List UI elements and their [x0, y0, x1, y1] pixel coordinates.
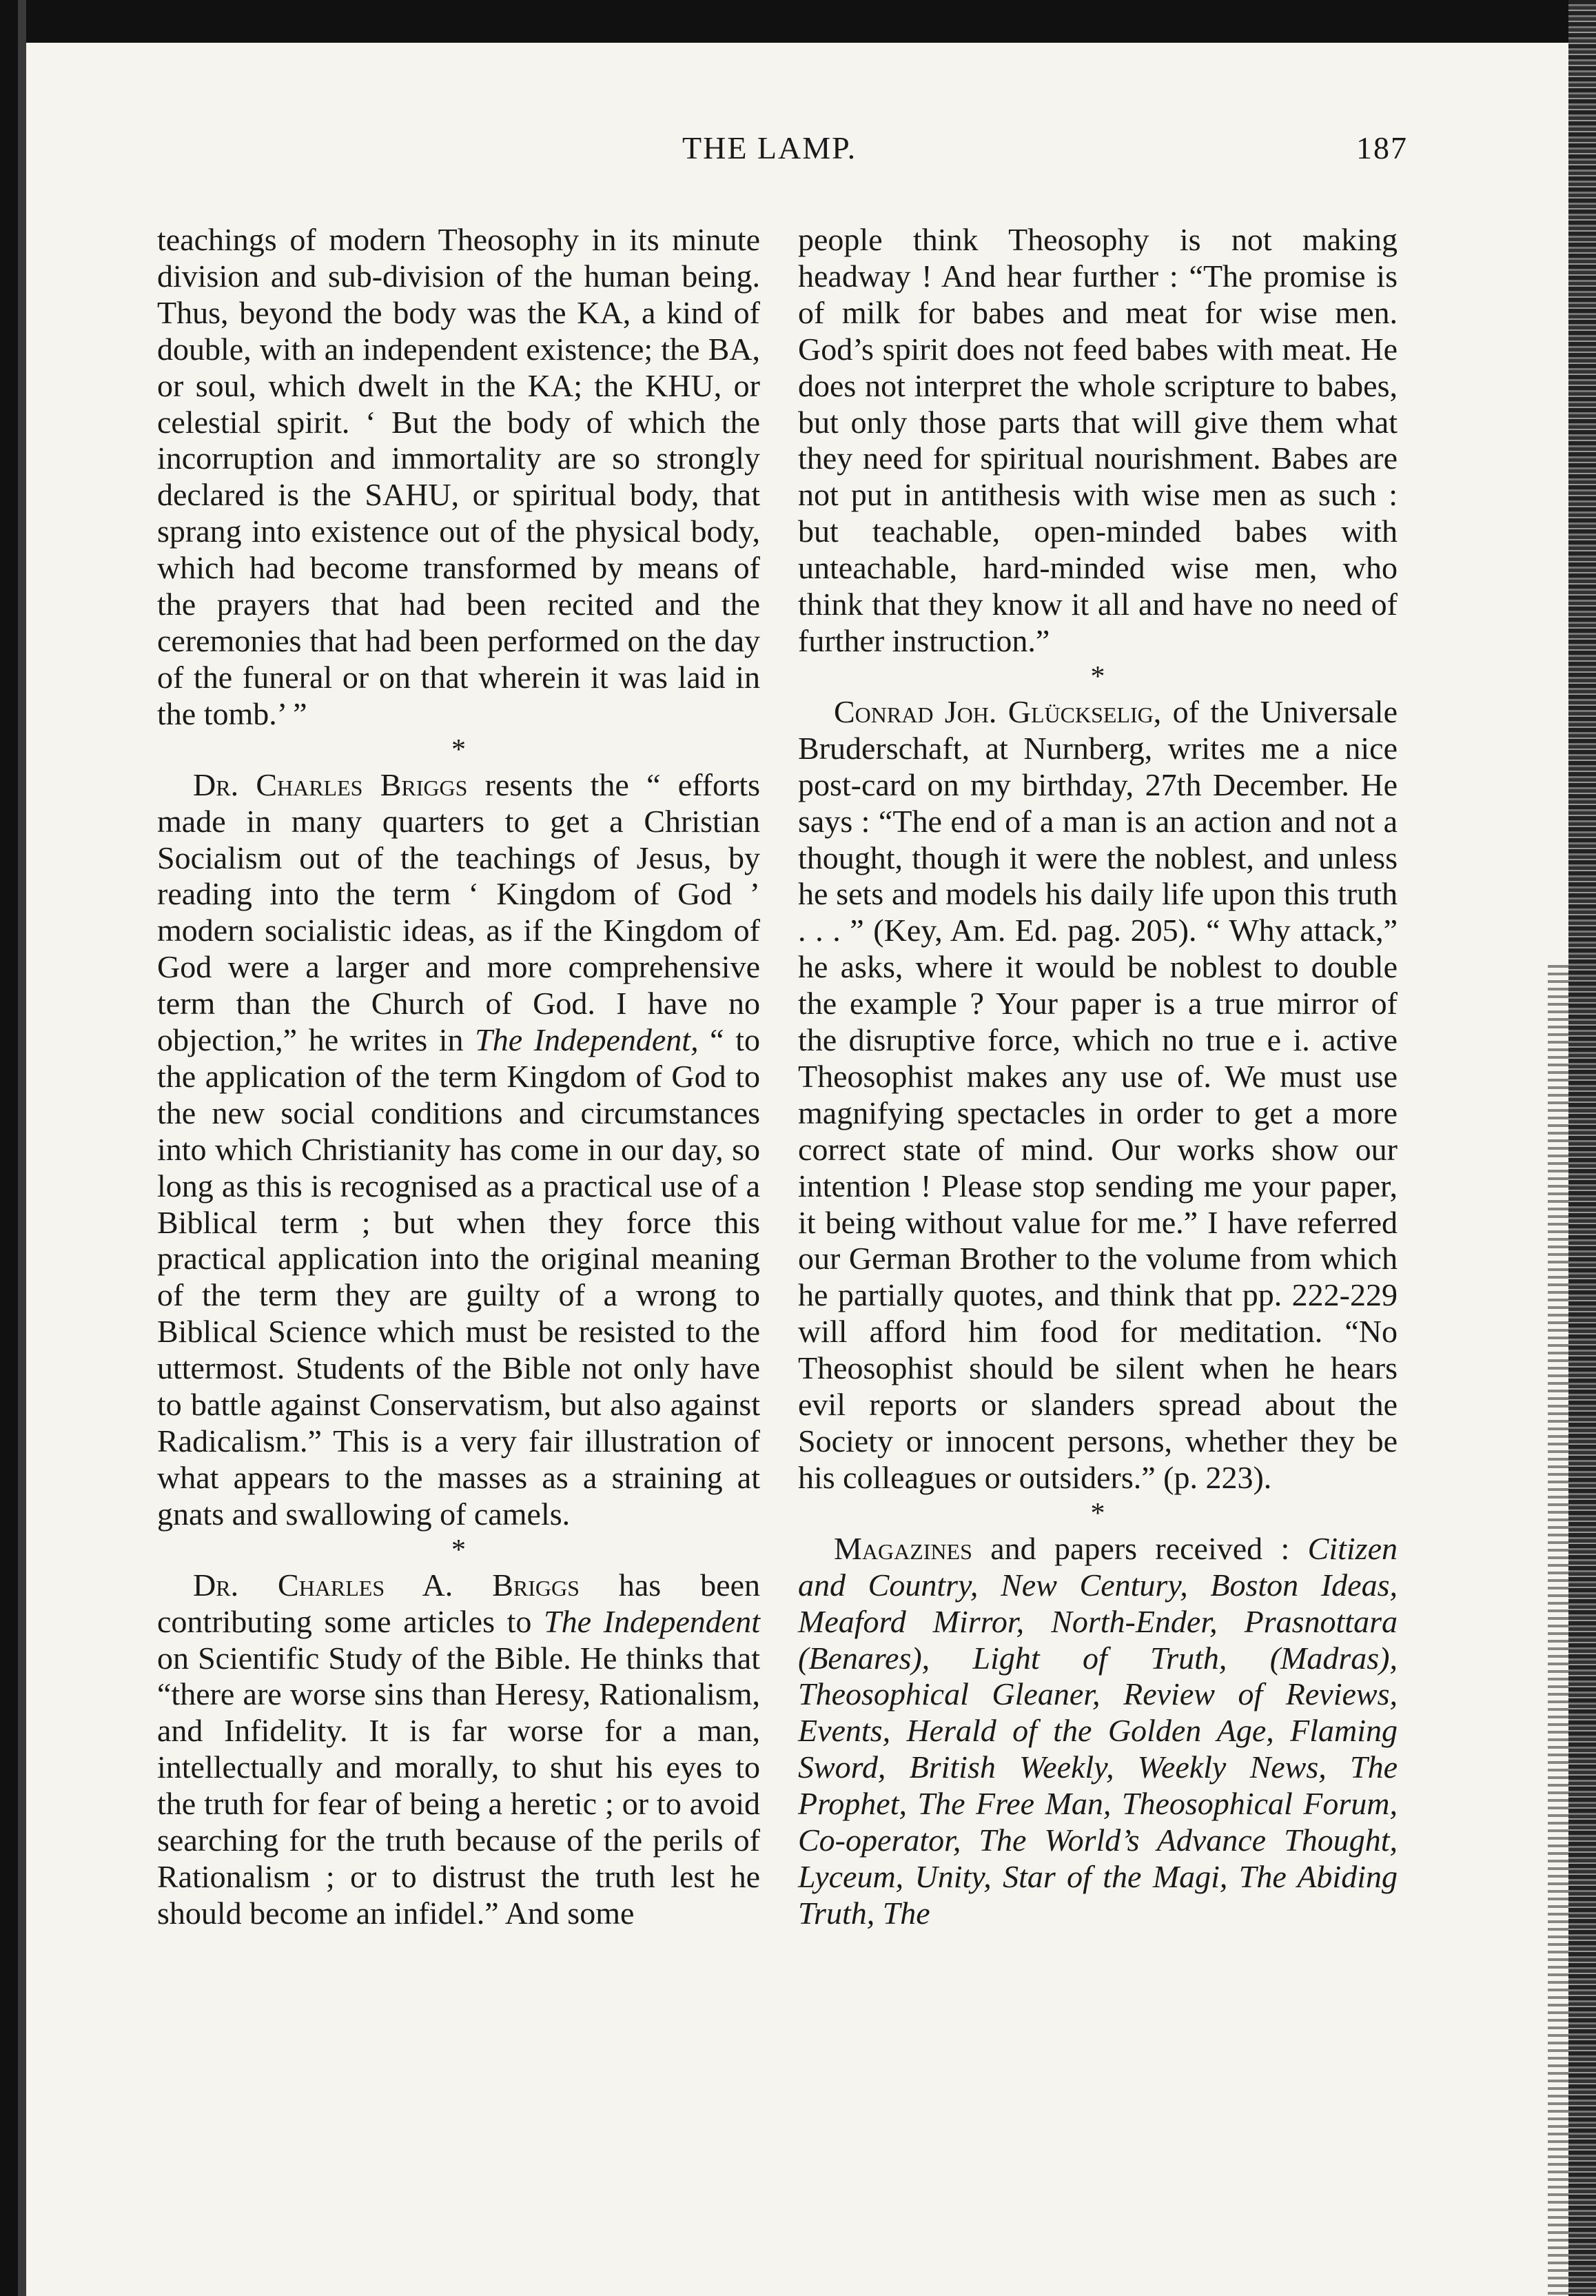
scan-left-shadow	[18, 0, 26, 2296]
section-divider: *	[1090, 1497, 1105, 1530]
section-divider: *	[451, 1534, 466, 1566]
scan-top-edge	[0, 0, 1596, 43]
publication-title: The Independent	[544, 1603, 760, 1639]
journal-title: THE LAMP.	[682, 130, 857, 165]
lead-name: Magazines	[834, 1530, 972, 1566]
left-column	[157, 222, 760, 1932]
paragraph-briggs-socialism: Dr. Charles Briggs resents the “ efforts made in many quarters to get a Christian Socialism out of the teachings of Jesus, by reading into the term ‘ Kingdom of God ’ modern socialistic ideas, as if the Kingdom of God were a larger and more comprehensive term than the Church of God. I have no objection,” he writes in The Independent, “ to the application of the term Kingdom of God to the new social conditions and circumstances into which Christianity has come in our day, so long as this is recognised as a practical use of a Biblical term ; but when they force this practical application into the original meaning of the term they are guilty of a wrong to Biblical Science which must be resisted to the uttermost. Students of the Bible not only have to battle against Conservatism, but also against Radicalism.” This is a very fair illustration of what appears to the masses as a straining at gnats and swallowing of camels.	[157, 766, 760, 1532]
scan-left-edge	[0, 0, 18, 2296]
running-header	[0, 130, 1596, 178]
lead-name: Conrad Joh. Glückselig,	[834, 693, 1162, 729]
page-number: 187	[1356, 130, 1408, 165]
paragraph-glueckselig: Conrad Joh. Glückselig, of the Universale Bruderschaft, at Nurnberg, writes me a nice post-card on my birthday, 27th December. He says : “The end of a man is an action and not a thought, though it were the noblest, and unless he sets and models his daily life upon this truth . . . ” (Key, Am. Ed. pag. 205). “ Why attack,” he asks, where it would be noblest to double the example ? Your paper is a true mirror of the disruptive force, which no true e i. active Theosophist makes any use of. We must use magnifying spectacles in order to get a more correct state of mind. Our works show our intention ! Please stop sending me your paper, it being without value for me.” I have referred our German Brother to the volume from which he partially quotes, and think that pp. 222-229 will afford him food for meditation. “No Theosophist should be silent when he hears evil reports or slanders spread about the Society or innocent persons, whether they be his colleagues or outsiders.” (p. 223).	[798, 693, 1398, 1495]
right-column	[798, 222, 1398, 1932]
scan-right-edge	[1568, 0, 1596, 2296]
section-divider: *	[451, 733, 466, 766]
paragraph-magazines-received: Magazines and papers received : Citizen and Country, New Century, Boston Ideas, Meaford Mirror, North-Ender, Prasnottara (Benares), Light of Truth, (Madras), Theosophical Gleaner, Review of Reviews, Events, Herald of the Golden Age, Flaming Sword, British Weekly, Weekly News, The Prophet, The Free Man, Theosophical Forum, Co-operator, The World’s Advance Thought, Lyceum, Unity, Star of the Magi, The Abiding Truth, The	[798, 1530, 1398, 1931]
lead-name: Dr. Charles Briggs	[193, 766, 468, 802]
scan-right-shadow	[1548, 965, 1568, 2296]
publication-title: The Independent,	[475, 1022, 699, 1058]
lead-name: Dr. Charles A. Briggs	[193, 1567, 580, 1603]
paragraph-briggs-scientific-study: Dr. Charles A. Briggs has been contributing some articles to The Independent on Scientific Study of the Bible. He thinks that “there are worse sins than Heresy, Rationalism, and Infidelity. It is far worse for a man, intellectually and morally, to shut his eyes to the truth for fear of being a heretic ; or to avoid searching for the truth because of the perils of Rationalism ; or to distrust the truth lest he should become an infidel.” And some	[157, 1567, 760, 1931]
paragraph-continued-quote: people think Theosophy is not making headway ! And hear further : “The promise is of milk for babes and meat for wise men. God’s spirit does not feed babes with meat. He does not interpret the whole scripture to babes, but only those parts that will give them what they need for spiritual nourishment. Babes are not put in antithesis with wise men as such : but teachable, open-minded babes with unteachable, hard-minded wise men, who think that they know it all and have no need of further instruction.”	[798, 222, 1398, 658]
magazine-list: Citizen and Country, New Century, Boston Ideas, Meaford Mirror, North-Ender, Prasnottara (Benares), Light of Truth, (Madras), Theosophical Gleaner, Review of Reviews, Events, Herald of the Golden Age, Flaming Sword, British Weekly, Weekly News, The Prophet, The Free Man, Theosophical Forum, Co-operator, The World’s Advance Thought, Lyceum, Unity, Star of the Magi, The Abiding Truth, The	[798, 1530, 1398, 1931]
paragraph-egyptian-body: teachings of modern Theosophy in its minute division and sub-division of the human being. Thus, beyond the body was the KA, a kind of double, with an independent existence; the BA, or soul, which dwelt in the KA; the KHU, or celestial spirit. ‘ But the body of which the incorruption and immortality are so strongly declared is the SAHU, or spiritual body, that sprang into existence out of the physical body, which had become transformed by means of the prayers that had been recited and the ceremonies that had been performed on the day of the funeral or on that wherein it was laid in the tomb.’ ”	[157, 222, 760, 731]
section-divider: *	[1090, 660, 1105, 693]
